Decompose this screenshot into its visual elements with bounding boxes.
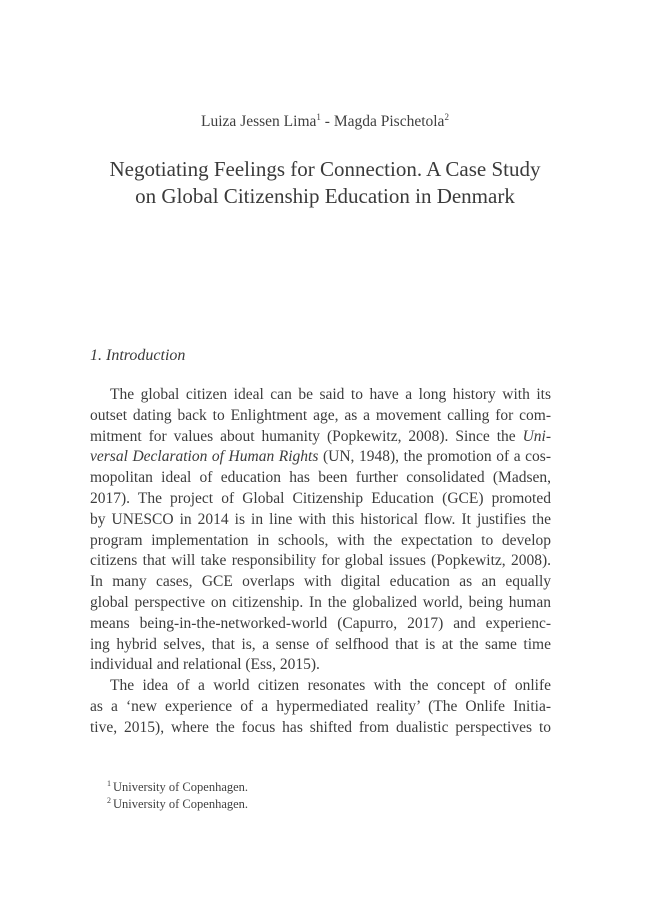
author-1-footnote-mark: 1	[316, 111, 321, 122]
author-line	[0, 113, 650, 131]
author-2-footnote-mark: 2	[444, 111, 449, 122]
paragraph-1-text: (UN, 1948), the promotion of a cos-	[318, 448, 551, 466]
paragraph-1-line: outset dating back to Enlightment age, as a movement calling for com-	[90, 406, 551, 424]
paragraph-1-line: global perspective on citizenship. In the globalized world, being human	[90, 593, 551, 611]
paragraph-1-line	[90, 447, 551, 468]
footnote	[107, 779, 248, 796]
paragraph-1-italic-text: Uni-	[522, 427, 551, 445]
chapter-title	[60, 156, 590, 210]
paragraph-1-line: 2017). The project of Global Citizenship Education (GCE) promoted	[90, 489, 551, 507]
footnote-text: University of Copenhagen.	[113, 797, 249, 811]
paragraph-1-italic-text: versal Declaration of Human Rights	[90, 448, 319, 466]
footnote	[107, 796, 248, 813]
paragraph-1-line: individual and relational (Ess, 2015).	[90, 656, 320, 674]
section-heading: 1. Introduction	[90, 347, 186, 364]
author-2-name: Magda Pischetola	[333, 113, 445, 130]
paragraph-1-line: In many cases, GCE overlaps with digital education as an equally	[90, 573, 551, 591]
paragraph-1-line: mopolitan ideal of education has been further consolidated (Madsen,	[90, 469, 551, 487]
footnote-mark: 2	[107, 795, 111, 805]
body-text	[90, 385, 551, 739]
paragraph-1-line: ing hybrid selves, that is, a sense of selfhood that is at the same time	[90, 635, 551, 653]
paragraph-1-text: mitment for values about humanity (Popkewitz, 2008). Since the	[90, 427, 523, 445]
paragraph-1-line: The global citizen ideal can be said to have a long history with its	[110, 386, 551, 403]
footnote-mark: 1	[107, 778, 111, 788]
footnotes	[107, 779, 248, 813]
paragraph-2-line: tive, 2015), where the focus has shifted from dualistic perspectives to	[90, 718, 551, 736]
paragraph-1-line: citizens that will take responsibility for global issues (Popkewitz, 2008).	[90, 552, 551, 570]
paragraph-1-line: by UNESCO in 2014 is in line with this historical flow. It justifies the	[90, 510, 551, 528]
chapter-title-line-2: on Global Citizenship Education in Denmark	[135, 184, 515, 208]
paragraph-2-line: as a ‘new experience of a hypermediated reality’ (The Onlife Initia-	[90, 697, 551, 715]
paragraph-1-line: program implementation in schools, with the expectation to develop	[90, 531, 551, 549]
chapter-title-line-1: Negotiating Feelings for Connection. A Case Study	[109, 157, 541, 181]
author-separator: -	[320, 113, 334, 130]
paragraph-1-line	[90, 427, 551, 448]
paragraph-2-line: The idea of a world citizen resonates with the concept of onlife	[110, 677, 551, 695]
footnote-text: University of Copenhagen.	[113, 780, 249, 794]
author-1-name: Luiza Jessen Lima	[201, 113, 317, 130]
paragraph-1-line: means being-in-the-networked-world (Capurro, 2017) and experienc-	[90, 614, 551, 632]
